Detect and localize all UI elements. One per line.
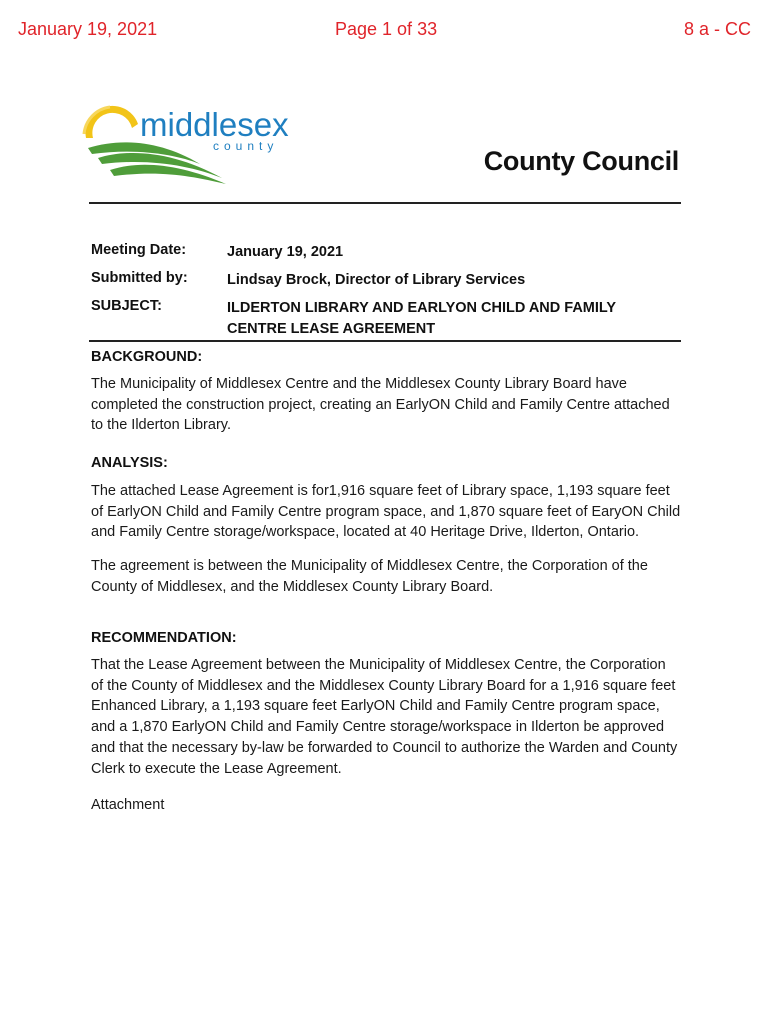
subject-divider xyxy=(89,340,681,342)
background-paragraph: The Municipality of Middlesex Centre and the Middlesex County Library Board have completed the construction project, creating an EarlyON Child and Family Centre attached to the Ilderton Library. xyxy=(91,376,670,434)
logo-word-middlesex: middlesex xyxy=(140,106,289,143)
subject-value: ILDERTON LIBRARY AND EARLYON CHILD AND FAMILY CENTRE LEASE AGREEMENT xyxy=(227,300,616,337)
subject-label: SUBJECT: xyxy=(91,298,162,314)
recommendation-heading: RECOMMENDATION: xyxy=(91,630,237,646)
header-date: January 19, 2021 xyxy=(18,19,158,39)
fields-icon xyxy=(88,142,226,184)
attachment-label: Attachment xyxy=(91,797,165,813)
analysis-section xyxy=(91,455,681,598)
middlesex-county-logo xyxy=(80,104,295,184)
header-divider xyxy=(89,202,681,204)
sun-icon xyxy=(84,106,138,138)
background-section xyxy=(91,349,681,436)
background-heading: BACKGROUND: xyxy=(91,349,203,365)
meeting-date-label: Meeting Date: xyxy=(91,242,187,258)
submitted-by-value: Lindsay Brock, Director of Library Services xyxy=(227,272,526,288)
analysis-paragraph-1: The attached Lease Agreement is for1,916 square feet of Library space, 1,193 square feet of EarlyON Child and Family Centre program space, and 1,870 square feet of EaryON Child and Family Centre storage/workspace, located at 40 Heritage Drive, Ilderton, Ontario. xyxy=(91,483,681,541)
attachment-section xyxy=(91,795,681,816)
analysis-heading: ANALYSIS: xyxy=(91,455,168,471)
analysis-paragraph-2: The agreement is between the Municipality of Middlesex Centre, the Corporation of the County of Middlesex, and the Middlesex County Library Board. xyxy=(91,558,648,595)
meeting-date-value: January 19, 2021 xyxy=(227,244,344,260)
header-item-code: 8 a - CC xyxy=(683,19,751,39)
document-title: County Council xyxy=(483,146,679,176)
header-page-number: Page 1 of 33 xyxy=(335,19,438,39)
logo-word-county: county xyxy=(213,139,279,153)
recommendation-section xyxy=(91,630,681,779)
recommendation-paragraph: That the Lease Agreement between the Municipality of Middlesex Centre, the Corporation of the County of Middlesex and the Middlesex County Library Board for a 1,916 square feet Enhanced Library, a 1,193 square feet EarlyON Child and Family Centre program space, and a 1,870 EarlyON Child and Family Centre storage/workspace in Ilderton be approved and that the necessary by-law be forwarded to Council to authorize the Warden and County Clerk to execute the Lease Agreement. xyxy=(91,657,678,777)
submitted-by-label: Submitted by: xyxy=(91,270,188,286)
